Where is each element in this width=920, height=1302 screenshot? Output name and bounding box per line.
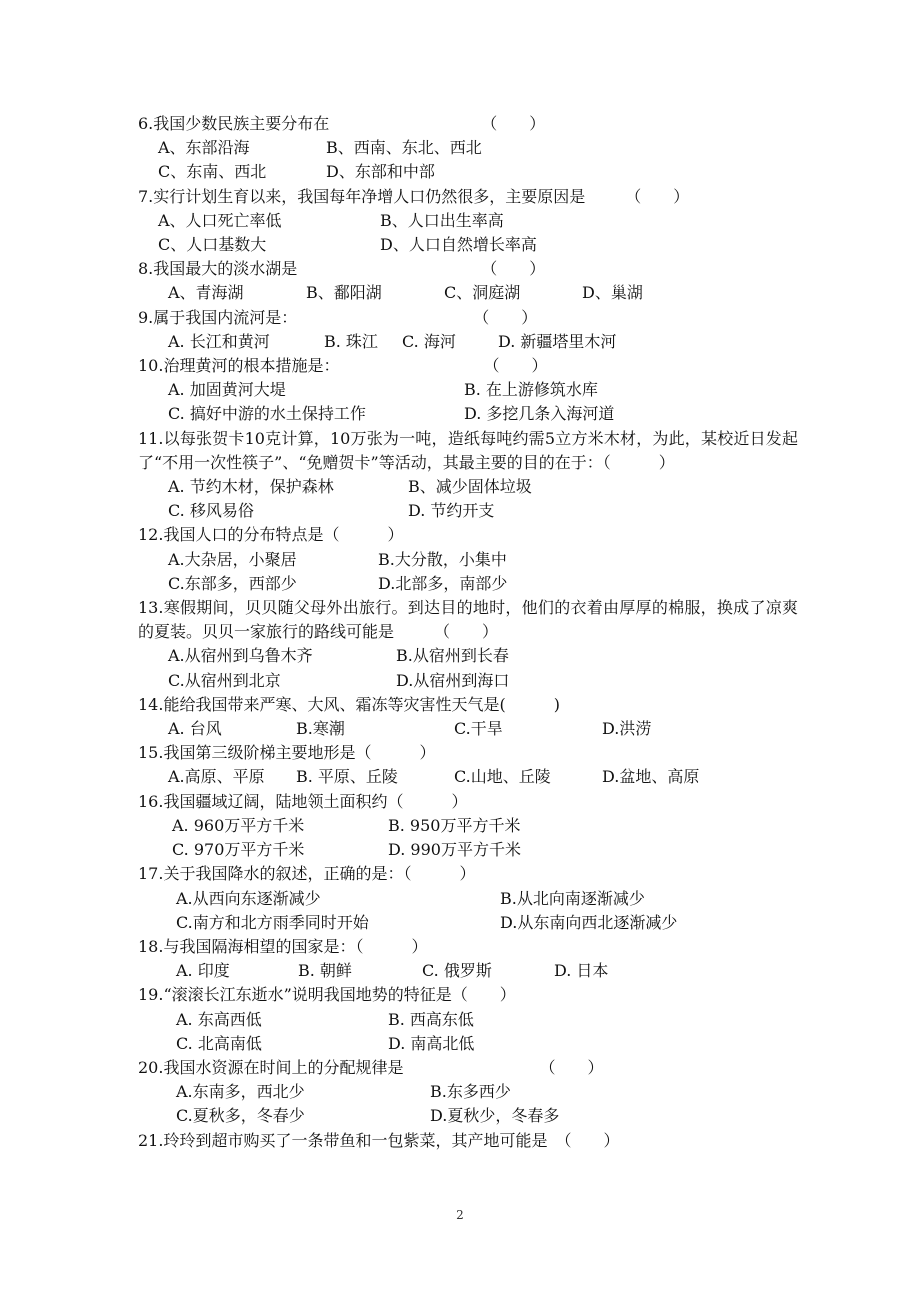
option-row xyxy=(138,838,798,862)
answer-option: A、人口死亡率低 xyxy=(158,210,282,230)
answer-option: A.从宿州到乌鲁木齐 xyxy=(168,646,313,666)
answer-option: A.从西向东逐渐减少 xyxy=(176,888,321,908)
answer-option: C.夏秋多，冬春少 xyxy=(176,1106,305,1126)
answer-option: C.山地、丘陵 xyxy=(454,767,551,787)
question-block xyxy=(138,112,798,185)
answer-option: A.大杂居，小聚居 xyxy=(168,549,297,569)
option-row xyxy=(138,959,798,983)
option-row xyxy=(138,911,798,935)
answer-option: C. 北高南低 xyxy=(176,1033,262,1053)
answer-option: A. 960万平方千米 xyxy=(172,815,305,835)
answer-option: D.北部多，南部少 xyxy=(378,573,508,593)
question-stem: 18.与我国隔海相望的国家是：（ ） xyxy=(138,936,428,956)
option-row xyxy=(138,378,798,402)
question-stem: 13.寒假期间，贝贝随父母外出旅行。到达目的地时，他们的衣着由厚厚的棉服，换成了凉爽的夏装。贝贝一家旅行的路线可能是 （ ） xyxy=(138,598,798,642)
answer-option: C.干旱 xyxy=(454,719,503,739)
option-row xyxy=(138,330,798,354)
question-stem: 15.我国第三级阶梯主要地形是（ ） xyxy=(138,743,436,763)
answer-option: C、人口基数大 xyxy=(158,235,267,255)
question-stem: 19.“滚滚长江东逝水”说明我国地势的特征是（ ） xyxy=(138,985,516,1005)
option-row xyxy=(138,1032,798,1056)
option-row xyxy=(138,402,798,426)
option-row xyxy=(138,669,798,693)
question-block xyxy=(138,596,798,693)
question-stem: 7.实行计划生育以来，我国每年净增人口仍然很多，主要原因是 （ ） xyxy=(138,186,690,206)
question-block xyxy=(138,935,798,983)
question-stem: 8.我国最大的淡水湖是 （ ） xyxy=(138,259,546,279)
page-number: 2 xyxy=(456,1208,464,1222)
question-stem: 14.能给我国带来严寒、大风、霜冻等灾害性天气是( ) xyxy=(138,694,560,714)
option-row xyxy=(138,644,798,668)
answer-option: A. 印度 xyxy=(176,961,230,981)
answer-option: B. 950万平方千米 xyxy=(388,815,521,835)
answer-option: C、东南、西北 xyxy=(158,162,267,182)
question-stem: 6.我国少数民族主要分布在 （ ） xyxy=(138,114,546,133)
answer-option: A.东南多，西北少 xyxy=(176,1082,305,1102)
question-block xyxy=(138,257,798,305)
option-row xyxy=(138,475,798,499)
option-row xyxy=(138,1008,798,1032)
answer-option: B、人口出生率高 xyxy=(380,210,504,230)
question-stem: 11.以每张贺卡10克计算，10万张为一吨，造纸每吨约需5立方米木材，为此，某校近日发起了“不用一次性筷子”、“免赠贺卡”等活动，其最主要的目的在于：（ ） xyxy=(138,428,798,472)
question-block xyxy=(138,185,798,258)
answer-option: D. 节约开支 xyxy=(408,501,495,521)
question-stem: 17.关于我国降水的叙述，正确的是：（ ） xyxy=(138,864,476,884)
answer-option: A、东部沿海 xyxy=(158,138,250,158)
answer-option: A. 节约木材，保护森林 xyxy=(168,477,334,497)
answer-option: A. 台风 xyxy=(168,719,222,739)
answer-option: C.从宿州到北京 xyxy=(168,670,281,690)
answer-option: D. 多挖几条入海河道 xyxy=(464,404,615,424)
question-block xyxy=(138,427,798,524)
option-row xyxy=(138,281,798,305)
question-block xyxy=(138,862,798,935)
answer-option: B.大分散，小集中 xyxy=(378,549,507,569)
option-row xyxy=(138,548,798,572)
option-row xyxy=(138,1080,798,1104)
answer-option: A、青海湖 xyxy=(168,283,244,303)
answer-option: C.东部多，西部少 xyxy=(168,573,297,593)
question-block xyxy=(138,741,798,789)
option-row xyxy=(138,136,798,160)
answer-option: D、人口自然增长率高 xyxy=(380,235,537,255)
answer-option: C. 970万平方千米 xyxy=(172,840,305,860)
answer-option: D. 日本 xyxy=(554,961,609,981)
question-block xyxy=(138,790,798,863)
question-block xyxy=(138,1056,798,1129)
answer-option: D. 新疆塔里木河 xyxy=(498,331,617,351)
question-block xyxy=(138,1129,798,1153)
answer-option: C. 搞好中游的水土保持工作 xyxy=(168,404,366,424)
answer-option: D、东部和中部 xyxy=(326,162,435,182)
option-row xyxy=(138,717,798,741)
answer-option: D.盆地、高原 xyxy=(602,767,700,787)
option-row xyxy=(138,499,798,523)
answer-option: B.从宿州到长春 xyxy=(396,646,509,666)
question-block xyxy=(138,523,798,596)
question-list xyxy=(138,112,798,1153)
answer-option: C. 海河 xyxy=(402,331,456,351)
option-row xyxy=(138,887,798,911)
answer-option: B.寒潮 xyxy=(296,719,345,739)
question-stem: 10.治理黄河的根本措施是： （ ） xyxy=(138,356,548,376)
answer-option: A. 加固黄河大堤 xyxy=(168,380,286,400)
option-row xyxy=(138,1104,798,1128)
answer-option: D. 南高北低 xyxy=(388,1033,475,1053)
option-row xyxy=(138,160,798,184)
answer-option: D. 990万平方千米 xyxy=(388,840,521,860)
answer-option: D.洪涝 xyxy=(602,719,652,739)
question-block xyxy=(138,354,798,427)
option-row xyxy=(138,814,798,838)
answer-option: C、洞庭湖 xyxy=(444,283,521,303)
answer-option: B、鄱阳湖 xyxy=(306,283,382,303)
answer-option: D、巢湖 xyxy=(582,283,643,303)
answer-option: A.高原、平原 xyxy=(168,767,265,787)
option-row xyxy=(138,572,798,596)
question-stem: 9.属于我国内流河是： （ ） xyxy=(138,307,538,327)
answer-option: D.从东南向西北逐渐减少 xyxy=(500,912,678,932)
answer-option: C.南方和北方雨季同时开始 xyxy=(176,912,369,932)
question-stem: 21.玲玲到超市购买了一条带鱼和一包紫菜，其产地可能是 （ ） xyxy=(138,1130,620,1150)
answer-option: B. 朝鲜 xyxy=(298,961,352,981)
question-block xyxy=(138,306,798,354)
question-stem: 12.我国人口的分布特点是（ ） xyxy=(138,525,404,545)
answer-option: C. 移风易俗 xyxy=(168,501,254,521)
answer-option: D.从宿州到海口 xyxy=(396,670,510,690)
answer-option: B、减少固体垃圾 xyxy=(408,477,532,497)
question-block xyxy=(138,693,798,741)
answer-option: B. 珠江 xyxy=(324,331,378,351)
answer-option: B.从北向南逐渐减少 xyxy=(500,888,645,908)
answer-option: A. 长江和黄河 xyxy=(168,331,270,351)
option-row xyxy=(138,209,798,233)
answer-option: B.东多西少 xyxy=(430,1082,511,1102)
answer-option: B. 西高东低 xyxy=(388,1009,474,1029)
option-row xyxy=(138,765,798,789)
question-block xyxy=(138,983,798,1056)
answer-option: A. 东高西低 xyxy=(176,1009,262,1029)
answer-option: C. 俄罗斯 xyxy=(422,961,492,981)
answer-option: B. 平原、丘陵 xyxy=(296,767,398,787)
question-stem: 20.我国水资源在时间上的分配规律是 （ ） xyxy=(138,1057,604,1077)
option-row xyxy=(138,233,798,257)
answer-option: D.夏秋少，冬春多 xyxy=(430,1106,560,1126)
answer-option: B、西南、东北、西北 xyxy=(326,138,482,158)
question-stem: 16.我国疆域辽阔，陆地领土面积约（ ） xyxy=(138,791,468,811)
answer-option: B. 在上游修筑水库 xyxy=(464,380,598,400)
